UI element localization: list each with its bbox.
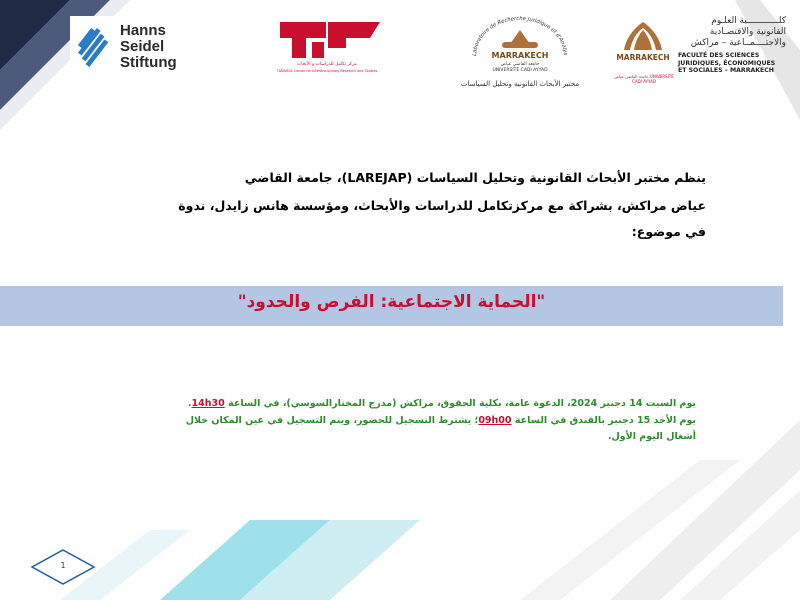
details-line-1-text: يوم السبت 14 دجنبر 2024، الدعوة عامة، بكلية الحقوق، مراكش (مدرج المختارالسوسي)، في الساعة	[228, 398, 696, 409]
details-line-2	[96, 415, 696, 426]
fsjes-ar-line1: كلــــــــــــية العلـوم	[711, 16, 786, 26]
takamul-caption-ar: مركز تكامل للدراسات و الأبحاث	[297, 62, 357, 67]
takamul-logo	[266, 16, 388, 76]
larejap-logo	[440, 16, 600, 88]
larejap-label: مختبر الأبحاث القانونية وتحليل السياسات	[460, 80, 580, 88]
hss-name-line1: Hanns	[120, 22, 166, 39]
fsjes-fr-line2: JURIDIQUES, ÉCONOMIQUES	[678, 59, 776, 67]
fsjes-univ: جامعة القاضي عياض UNIVERSITÉ CADI AYYAD	[614, 74, 674, 84]
fsjes-emblem-icon	[612, 16, 674, 78]
event-title: "الحماية الاجتماعية: الفرص والحدود"	[237, 292, 546, 312]
details-line-1	[96, 398, 696, 409]
takamul-mark-icon	[266, 16, 388, 62]
larejap-arc-text: Laboratoire de Recherche Juridique et d'Analys	[471, 16, 569, 57]
details-time-2: 09h00	[478, 415, 512, 426]
fsjes-fr-line3: ET SOCIALES – MARRAKECH	[678, 67, 774, 74]
larejap-city-text: MARRAKECH	[491, 51, 549, 60]
hss-name-line3: Stiftung	[120, 54, 177, 71]
page-number: 1	[60, 561, 66, 570]
intro-line-3: في موضوع:	[631, 224, 706, 239]
details-time-1: 14h30	[191, 398, 225, 409]
hss-name-line2: Seidel	[120, 38, 165, 55]
larejap-univ-fr: UNIVERSITÉ CADI AYYAD	[492, 68, 548, 73]
fsjes-city-text: MARRAKECH	[616, 53, 670, 62]
intro-line-1: ينظم مختبر الأبحاث القانونية وتحليل السياسات (LAREJAP)، جامعة القاضي	[244, 170, 706, 185]
details-line-1-dot: .	[187, 398, 192, 409]
larejap-univ-ar: جامعة القاضي عياض	[500, 62, 540, 67]
fsjes-ar-line2: القانونية والاقتصـادية	[709, 27, 786, 37]
hss-stripes-icon	[76, 24, 114, 70]
details-line-2-text-a: يوم الأحد 15 دجنبر بالفندق في الساعة	[514, 415, 696, 426]
fsjes-logo	[612, 16, 788, 84]
details-line-2-text-b: ؛ يشترط التسجيل للحضور، ويتم التسجيل في عين المكان خلال	[185, 415, 479, 426]
fsjes-ar-line3: والاجتــــمــاعية – مراكش	[690, 38, 786, 48]
takamul-caption-en: TAKAMUL Center for Interdisciplinary Research and Studies	[276, 69, 378, 73]
page-number-badge	[30, 548, 96, 586]
hanns-seidel-logo	[70, 16, 211, 78]
larejap-emblem-icon	[440, 16, 600, 78]
intro-line-2: عياض مراكش، بشراكة مع مركزتكامل للدراسات والأبحاث، ومؤسسة هانس زايدل، ندوة	[178, 198, 706, 213]
fsjes-fr-line1: FACULTÉ DES SCIENCES	[678, 52, 760, 59]
details-line-3: أشغال اليوم الأول.	[607, 431, 696, 442]
